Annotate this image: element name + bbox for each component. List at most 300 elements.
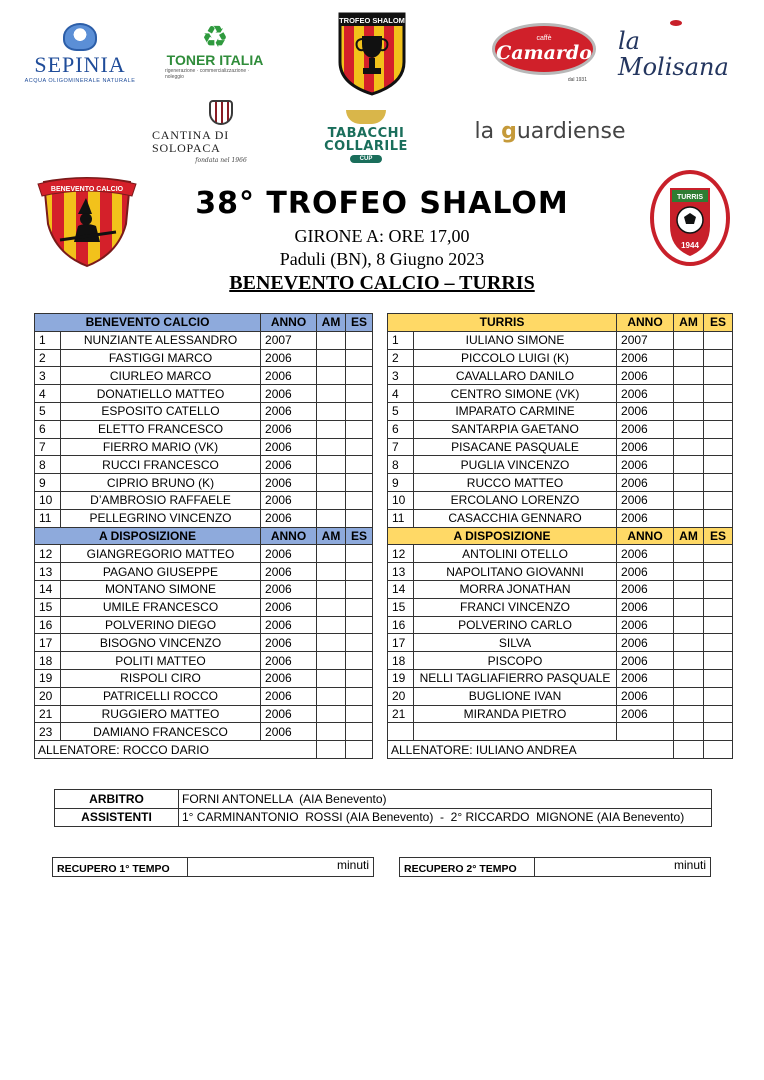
yellow-card-cell[interactable]	[674, 331, 704, 349]
red-card-cell[interactable]	[704, 385, 733, 403]
molisana-crest-icon	[670, 20, 682, 26]
player-birth-year: 2006	[261, 580, 317, 598]
player-birth-year: 2006	[617, 634, 674, 652]
yellow-card-cell[interactable]	[674, 474, 704, 492]
player-name: ERCOLANO LORENZO	[414, 491, 617, 509]
player-row	[35, 385, 373, 403]
yellow-card-cell[interactable]	[674, 634, 704, 652]
yellow-card-cell[interactable]	[317, 563, 346, 581]
player-birth-year: 2006	[617, 420, 674, 438]
red-card-cell[interactable]	[346, 420, 373, 438]
yellow-card-cell[interactable]	[674, 580, 704, 598]
player-row	[35, 580, 373, 598]
player-birth-year: 2006	[261, 652, 317, 670]
player-number: 5	[35, 402, 61, 420]
player-name: DONATIELLO MATTEO	[61, 385, 261, 403]
red-card-cell[interactable]	[346, 367, 373, 385]
player-birth-year: 2006	[617, 402, 674, 420]
yellow-card-cell[interactable]	[674, 367, 704, 385]
player-birth-year: 2007	[617, 331, 674, 349]
red-card-cell[interactable]	[704, 580, 733, 598]
red-card-cell[interactable]	[704, 420, 733, 438]
player-row	[35, 438, 373, 456]
coach-row	[35, 741, 373, 759]
column-header-es: ES	[704, 527, 733, 545]
second-half-recovery-field[interactable]: minuti	[535, 858, 711, 877]
player-number: 14	[388, 580, 414, 598]
column-header-es: ES	[346, 314, 373, 332]
player-number: 10	[388, 491, 414, 509]
coach-es-cell[interactable]	[704, 741, 733, 759]
cantina-solopaca-logo	[152, 100, 290, 164]
yellow-card-cell[interactable]	[317, 349, 346, 367]
match-title: BENEVENTO CALCIO – TURRIS	[229, 272, 535, 294]
benevento-crest-text: BENEVENTO CALCIO	[50, 186, 124, 193]
sepinia-emblem-icon	[63, 23, 97, 51]
player-number: 2	[35, 349, 61, 367]
player-number: 15	[388, 598, 414, 616]
player-row	[35, 723, 373, 741]
benevento-roster-table	[34, 313, 373, 759]
player-number: 13	[388, 563, 414, 581]
player-row	[35, 598, 373, 616]
player-birth-year: 2006	[261, 705, 317, 723]
player-row	[388, 652, 733, 670]
column-header-anno: ANNO	[617, 527, 674, 545]
player-birth-year: 2006	[261, 420, 317, 438]
player-birth-year: 2006	[617, 687, 674, 705]
player-number: 19	[35, 669, 61, 687]
player-number: 21	[35, 705, 61, 723]
player-row	[388, 509, 733, 527]
yellow-card-cell[interactable]	[317, 580, 346, 598]
yellow-card-cell[interactable]	[317, 545, 346, 563]
player-number: 7	[35, 438, 61, 456]
player-row	[35, 367, 373, 385]
coach-am-cell[interactable]	[317, 741, 346, 759]
player-name: NAPOLITANO GIOVANNI	[414, 563, 617, 581]
camardo-name: Camardo	[496, 42, 592, 64]
player-name: FASTIGGI MARCO	[61, 349, 261, 367]
yellow-card-cell[interactable]	[674, 420, 704, 438]
second-half-recovery-box	[399, 857, 711, 877]
player-name: CAVALLARO DANILO	[414, 367, 617, 385]
red-card-cell[interactable]	[346, 598, 373, 616]
player-row	[388, 580, 733, 598]
player-name: UMILE FRANCESCO	[61, 598, 261, 616]
player-number: 13	[35, 563, 61, 581]
red-card-cell[interactable]	[704, 474, 733, 492]
player-name	[414, 723, 617, 741]
player-number: 7	[388, 438, 414, 456]
player-number: 18	[35, 652, 61, 670]
guardiense-pre: la	[474, 119, 502, 144]
yellow-card-cell[interactable]	[317, 634, 346, 652]
player-name: RUCCI FRANCESCO	[61, 456, 261, 474]
player-birth-year: 2006	[261, 509, 317, 527]
red-card-cell[interactable]	[704, 402, 733, 420]
red-card-cell[interactable]	[346, 545, 373, 563]
red-card-cell[interactable]	[346, 669, 373, 687]
yellow-card-cell[interactable]	[317, 402, 346, 420]
la-guardiense-logo	[470, 112, 630, 152]
group-time: GIRONE A: ORE 17,00	[294, 226, 470, 246]
player-row	[388, 669, 733, 687]
red-card-cell[interactable]	[704, 491, 733, 509]
player-birth-year: 2006	[261, 616, 317, 634]
red-card-cell[interactable]	[704, 598, 733, 616]
player-row	[35, 705, 373, 723]
toner-italia-logo	[165, 22, 265, 80]
yellow-card-cell[interactable]	[317, 420, 346, 438]
player-row	[388, 598, 733, 616]
referee-name: FORNI ANTONELLA (AIA Benevento)	[179, 790, 712, 809]
assistants-label: ASSISTENTI	[55, 808, 179, 827]
player-number: 2	[388, 349, 414, 367]
player-number: 3	[35, 367, 61, 385]
column-header-am: AM	[317, 314, 346, 332]
second-half-recovery-label: RECUPERO 2° TEMPO	[400, 858, 535, 877]
player-row	[35, 420, 373, 438]
column-header-am: AM	[317, 527, 346, 545]
solopaca-subtitle: fondata nel 1966	[195, 157, 247, 164]
player-birth-year: 2006	[261, 598, 317, 616]
trofeo-shalom-logo	[336, 10, 408, 96]
coach-es-cell[interactable]	[346, 741, 373, 759]
yellow-card-cell[interactable]	[317, 616, 346, 634]
red-card-cell[interactable]	[704, 616, 733, 634]
player-row	[388, 385, 733, 403]
player-row	[388, 705, 733, 723]
location-date: Paduli (BN), 8 Giugno 2023	[279, 249, 485, 269]
yellow-card-cell[interactable]	[674, 385, 704, 403]
player-name: RUGGIERO MATTEO	[61, 705, 261, 723]
player-name: CIPRIO BRUNO (K)	[61, 474, 261, 492]
column-header-am: AM	[674, 314, 704, 332]
player-number: 6	[388, 420, 414, 438]
player-number: 8	[388, 456, 414, 474]
guardiense-post: uardiense	[516, 119, 626, 144]
column-header-anno: ANNO	[261, 314, 317, 332]
yellow-card-cell[interactable]	[317, 331, 346, 349]
player-number	[388, 723, 414, 741]
player-birth-year: 2006	[617, 438, 674, 456]
player-row	[388, 456, 733, 474]
yellow-card-cell[interactable]	[674, 509, 704, 527]
player-birth-year: 2006	[261, 438, 317, 456]
red-card-cell[interactable]	[704, 456, 733, 474]
yellow-card-cell[interactable]	[674, 545, 704, 563]
yellow-card-cell[interactable]	[317, 705, 346, 723]
player-birth-year: 2006	[617, 616, 674, 634]
player-name: FIERRO MARIO (VK)	[61, 438, 261, 456]
player-birth-year: 2006	[617, 598, 674, 616]
table-header-row	[388, 527, 733, 545]
player-number: 20	[388, 687, 414, 705]
assistants-row	[55, 808, 712, 827]
player-number: 21	[388, 705, 414, 723]
player-birth-year: 2006	[617, 474, 674, 492]
red-card-cell[interactable]	[346, 349, 373, 367]
player-name: ANTOLINI OTELLO	[414, 545, 617, 563]
yellow-card-cell[interactable]	[674, 438, 704, 456]
player-number: 12	[388, 545, 414, 563]
player-birth-year: 2006	[617, 385, 674, 403]
cup-icon	[346, 110, 386, 124]
player-birth-year: 2006	[617, 705, 674, 723]
yellow-card-cell[interactable]	[317, 491, 346, 509]
player-number: 23	[35, 723, 61, 741]
sepinia-name: SEPINIA	[34, 51, 126, 77]
player-row	[35, 349, 373, 367]
toner-italia-name: TONER ITALIA	[166, 51, 264, 68]
player-row	[388, 438, 733, 456]
player-birth-year: 2006	[617, 652, 674, 670]
red-card-cell[interactable]	[346, 616, 373, 634]
yellow-card-cell[interactable]	[674, 349, 704, 367]
tabacchi-collarile-logo	[305, 104, 427, 168]
yellow-card-cell[interactable]	[674, 563, 704, 581]
yellow-card-cell[interactable]	[317, 598, 346, 616]
player-name: DAMIANO FRANCESCO	[61, 723, 261, 741]
player-birth-year: 2006	[617, 491, 674, 509]
player-name: SILVA	[414, 634, 617, 652]
player-row	[388, 402, 733, 420]
column-header-team: TURRIS	[388, 314, 617, 332]
player-name: RISPOLI CIRO	[61, 669, 261, 687]
red-card-cell[interactable]	[346, 402, 373, 420]
red-card-cell[interactable]	[704, 669, 733, 687]
red-card-cell[interactable]	[704, 438, 733, 456]
column-header-team: A DISPOSIZIONE	[35, 527, 261, 545]
player-birth-year: 2006	[617, 545, 674, 563]
player-birth-year: 2006	[261, 349, 317, 367]
coach-name: ALLENATORE: IULIANO ANDREA	[388, 741, 674, 759]
player-number: 15	[35, 598, 61, 616]
yellow-card-cell[interactable]	[317, 456, 346, 474]
player-birth-year: 2006	[261, 367, 317, 385]
red-card-cell[interactable]	[346, 474, 373, 492]
red-card-cell[interactable]	[704, 723, 733, 741]
table-header-row	[388, 314, 733, 332]
yellow-card-cell[interactable]	[317, 438, 346, 456]
first-half-recovery-box	[52, 857, 374, 877]
player-row	[35, 474, 373, 492]
player-name: CENTRO SIMONE (VK)	[414, 385, 617, 403]
red-card-cell[interactable]	[346, 438, 373, 456]
player-birth-year: 2006	[261, 456, 317, 474]
yellow-card-cell[interactable]	[317, 669, 346, 687]
player-number: 9	[35, 474, 61, 492]
red-card-cell[interactable]	[704, 509, 733, 527]
player-row	[35, 652, 373, 670]
toner-italia-subtitle: rigenerazione · commercializzazione · noleggio	[165, 67, 250, 80]
player-number: 17	[388, 634, 414, 652]
red-card-cell[interactable]	[346, 580, 373, 598]
camardo-oval	[492, 23, 596, 75]
red-card-cell[interactable]	[704, 652, 733, 670]
player-birth-year: 2006	[617, 669, 674, 687]
player-name: PUGLIA VINCENZO	[414, 456, 617, 474]
red-card-cell[interactable]	[346, 509, 373, 527]
player-name: D’AMBROSIO RAFFAELE	[61, 491, 261, 509]
player-birth-year: 2006	[261, 474, 317, 492]
tournament-title: 38° TROFEO SHALOM	[195, 186, 569, 221]
red-card-cell[interactable]	[346, 723, 373, 741]
table-header-row	[35, 314, 373, 332]
player-birth-year: 2006	[261, 669, 317, 687]
solopaca-crest-icon	[209, 100, 233, 125]
player-number: 16	[388, 616, 414, 634]
red-card-cell[interactable]	[704, 349, 733, 367]
player-birth-year: 2006	[617, 456, 674, 474]
player-name: PISACANE PASQUALE	[414, 438, 617, 456]
red-card-cell[interactable]	[346, 456, 373, 474]
red-card-cell[interactable]	[346, 705, 373, 723]
player-name: SANTARPIA GAETANO	[414, 420, 617, 438]
molisana-name: la Molisana	[618, 27, 729, 81]
player-number: 11	[388, 509, 414, 527]
player-number: 9	[388, 474, 414, 492]
yellow-card-cell[interactable]	[674, 598, 704, 616]
sepinia-logo	[24, 20, 136, 86]
coach-am-cell[interactable]	[674, 741, 704, 759]
referee-label: ARBITRO	[55, 790, 179, 809]
yellow-card-cell[interactable]	[674, 616, 704, 634]
player-number: 8	[35, 456, 61, 474]
player-name: PAGANO GIUSEPPE	[61, 563, 261, 581]
player-birth-year: 2006	[261, 687, 317, 705]
player-name: IULIANO SIMONE	[414, 331, 617, 349]
player-number: 14	[35, 580, 61, 598]
player-row	[35, 456, 373, 474]
recycle-icon: ♻	[201, 20, 229, 54]
player-birth-year: 2006	[617, 367, 674, 385]
player-row	[388, 634, 733, 652]
player-name: PELLEGRINO VINCENZO	[61, 509, 261, 527]
la-molisana-logo	[618, 20, 734, 80]
yellow-card-cell[interactable]	[317, 723, 346, 741]
column-header-anno: ANNO	[617, 314, 674, 332]
red-card-cell[interactable]	[346, 491, 373, 509]
red-card-cell[interactable]	[346, 563, 373, 581]
player-name: GIANGREGORIO MATTEO	[61, 545, 261, 563]
yellow-card-cell[interactable]	[674, 669, 704, 687]
player-number: 19	[388, 669, 414, 687]
player-birth-year: 2006	[617, 580, 674, 598]
player-number: 20	[35, 687, 61, 705]
collarile-line1: TABACCHI	[327, 125, 405, 141]
trofeo-shalom-logo-text: TROFEO SHALOM	[339, 16, 405, 25]
player-name: ELETTO FRANCESCO	[61, 420, 261, 438]
assistants-names: 1° CARMINANTONIO ROSSI (AIA Benevento) - 2° RICCARDO MIGNONE (AIA Benevento)	[179, 808, 712, 827]
yellow-card-cell[interactable]	[317, 509, 346, 527]
officials-table	[54, 789, 712, 827]
player-row	[35, 545, 373, 563]
player-birth-year: 2006	[261, 545, 317, 563]
player-number: 3	[388, 367, 414, 385]
player-number: 1	[35, 331, 61, 349]
first-half-recovery-field[interactable]: minuti	[188, 858, 374, 877]
yellow-card-cell[interactable]	[674, 402, 704, 420]
column-header-team: BENEVENTO CALCIO	[35, 314, 261, 332]
player-number: 10	[35, 491, 61, 509]
yellow-card-cell[interactable]	[317, 652, 346, 670]
player-name: IMPARATO CARMINE	[414, 402, 617, 420]
referee-row	[55, 790, 712, 809]
sepinia-subtitle: ACQUA OLIGOMINERALE NATURALE	[24, 77, 136, 84]
player-birth-year: 2006	[261, 723, 317, 741]
player-number: 11	[35, 509, 61, 527]
red-card-cell[interactable]	[346, 331, 373, 349]
red-card-cell[interactable]	[346, 634, 373, 652]
red-card-cell[interactable]	[346, 687, 373, 705]
red-card-cell[interactable]	[704, 331, 733, 349]
red-card-cell[interactable]	[704, 705, 733, 723]
yellow-card-cell[interactable]	[674, 491, 704, 509]
player-row	[35, 616, 373, 634]
player-number: 17	[35, 634, 61, 652]
player-row	[388, 563, 733, 581]
yellow-card-cell[interactable]	[317, 687, 346, 705]
player-row	[388, 491, 733, 509]
player-birth-year: 2007	[261, 331, 317, 349]
player-row	[388, 331, 733, 349]
player-number: 12	[35, 545, 61, 563]
player-birth-year: 2006	[261, 491, 317, 509]
first-half-recovery-label: RECUPERO 1° TEMPO	[53, 858, 188, 877]
red-card-cell[interactable]	[704, 634, 733, 652]
player-birth-year: 2006	[617, 349, 674, 367]
player-name: ESPOSITO CATELLO	[61, 402, 261, 420]
player-name: POLVERINO DIEGO	[61, 616, 261, 634]
player-birth-year: 2006	[617, 563, 674, 581]
player-name: PATRICELLI ROCCO	[61, 687, 261, 705]
player-birth-year: 2006	[261, 402, 317, 420]
camardo-small-text: caffè	[536, 35, 552, 42]
collarile-tag: CUP	[350, 155, 383, 163]
red-card-cell[interactable]	[704, 545, 733, 563]
red-card-cell[interactable]	[346, 652, 373, 670]
camardo-logo	[491, 20, 597, 86]
column-header-es: ES	[346, 527, 373, 545]
yellow-card-cell[interactable]	[317, 367, 346, 385]
red-card-cell[interactable]	[704, 687, 733, 705]
player-name: FRANCI VINCENZO	[414, 598, 617, 616]
yellow-card-cell[interactable]	[674, 687, 704, 705]
yellow-card-cell[interactable]	[674, 652, 704, 670]
red-card-cell[interactable]	[704, 563, 733, 581]
coach-row	[388, 741, 733, 759]
yellow-card-cell[interactable]	[317, 474, 346, 492]
red-card-cell[interactable]	[346, 385, 373, 403]
red-card-cell[interactable]	[704, 367, 733, 385]
player-name: MIRANDA PIETRO	[414, 705, 617, 723]
turris-crest-text: TURRIS	[676, 194, 704, 201]
yellow-card-cell[interactable]	[674, 456, 704, 474]
column-header-anno: ANNO	[261, 527, 317, 545]
player-row	[388, 420, 733, 438]
player-birth-year	[617, 723, 674, 741]
yellow-card-cell[interactable]	[674, 705, 704, 723]
table-header-row	[35, 527, 373, 545]
guardiense-g: g	[501, 119, 517, 144]
player-row	[388, 616, 733, 634]
solopaca-name: CANTINA DI SOLOPACA	[152, 128, 229, 155]
player-name: PICCOLO LUIGI (K)	[414, 349, 617, 367]
yellow-card-cell[interactable]	[674, 723, 704, 741]
yellow-card-cell[interactable]	[317, 385, 346, 403]
